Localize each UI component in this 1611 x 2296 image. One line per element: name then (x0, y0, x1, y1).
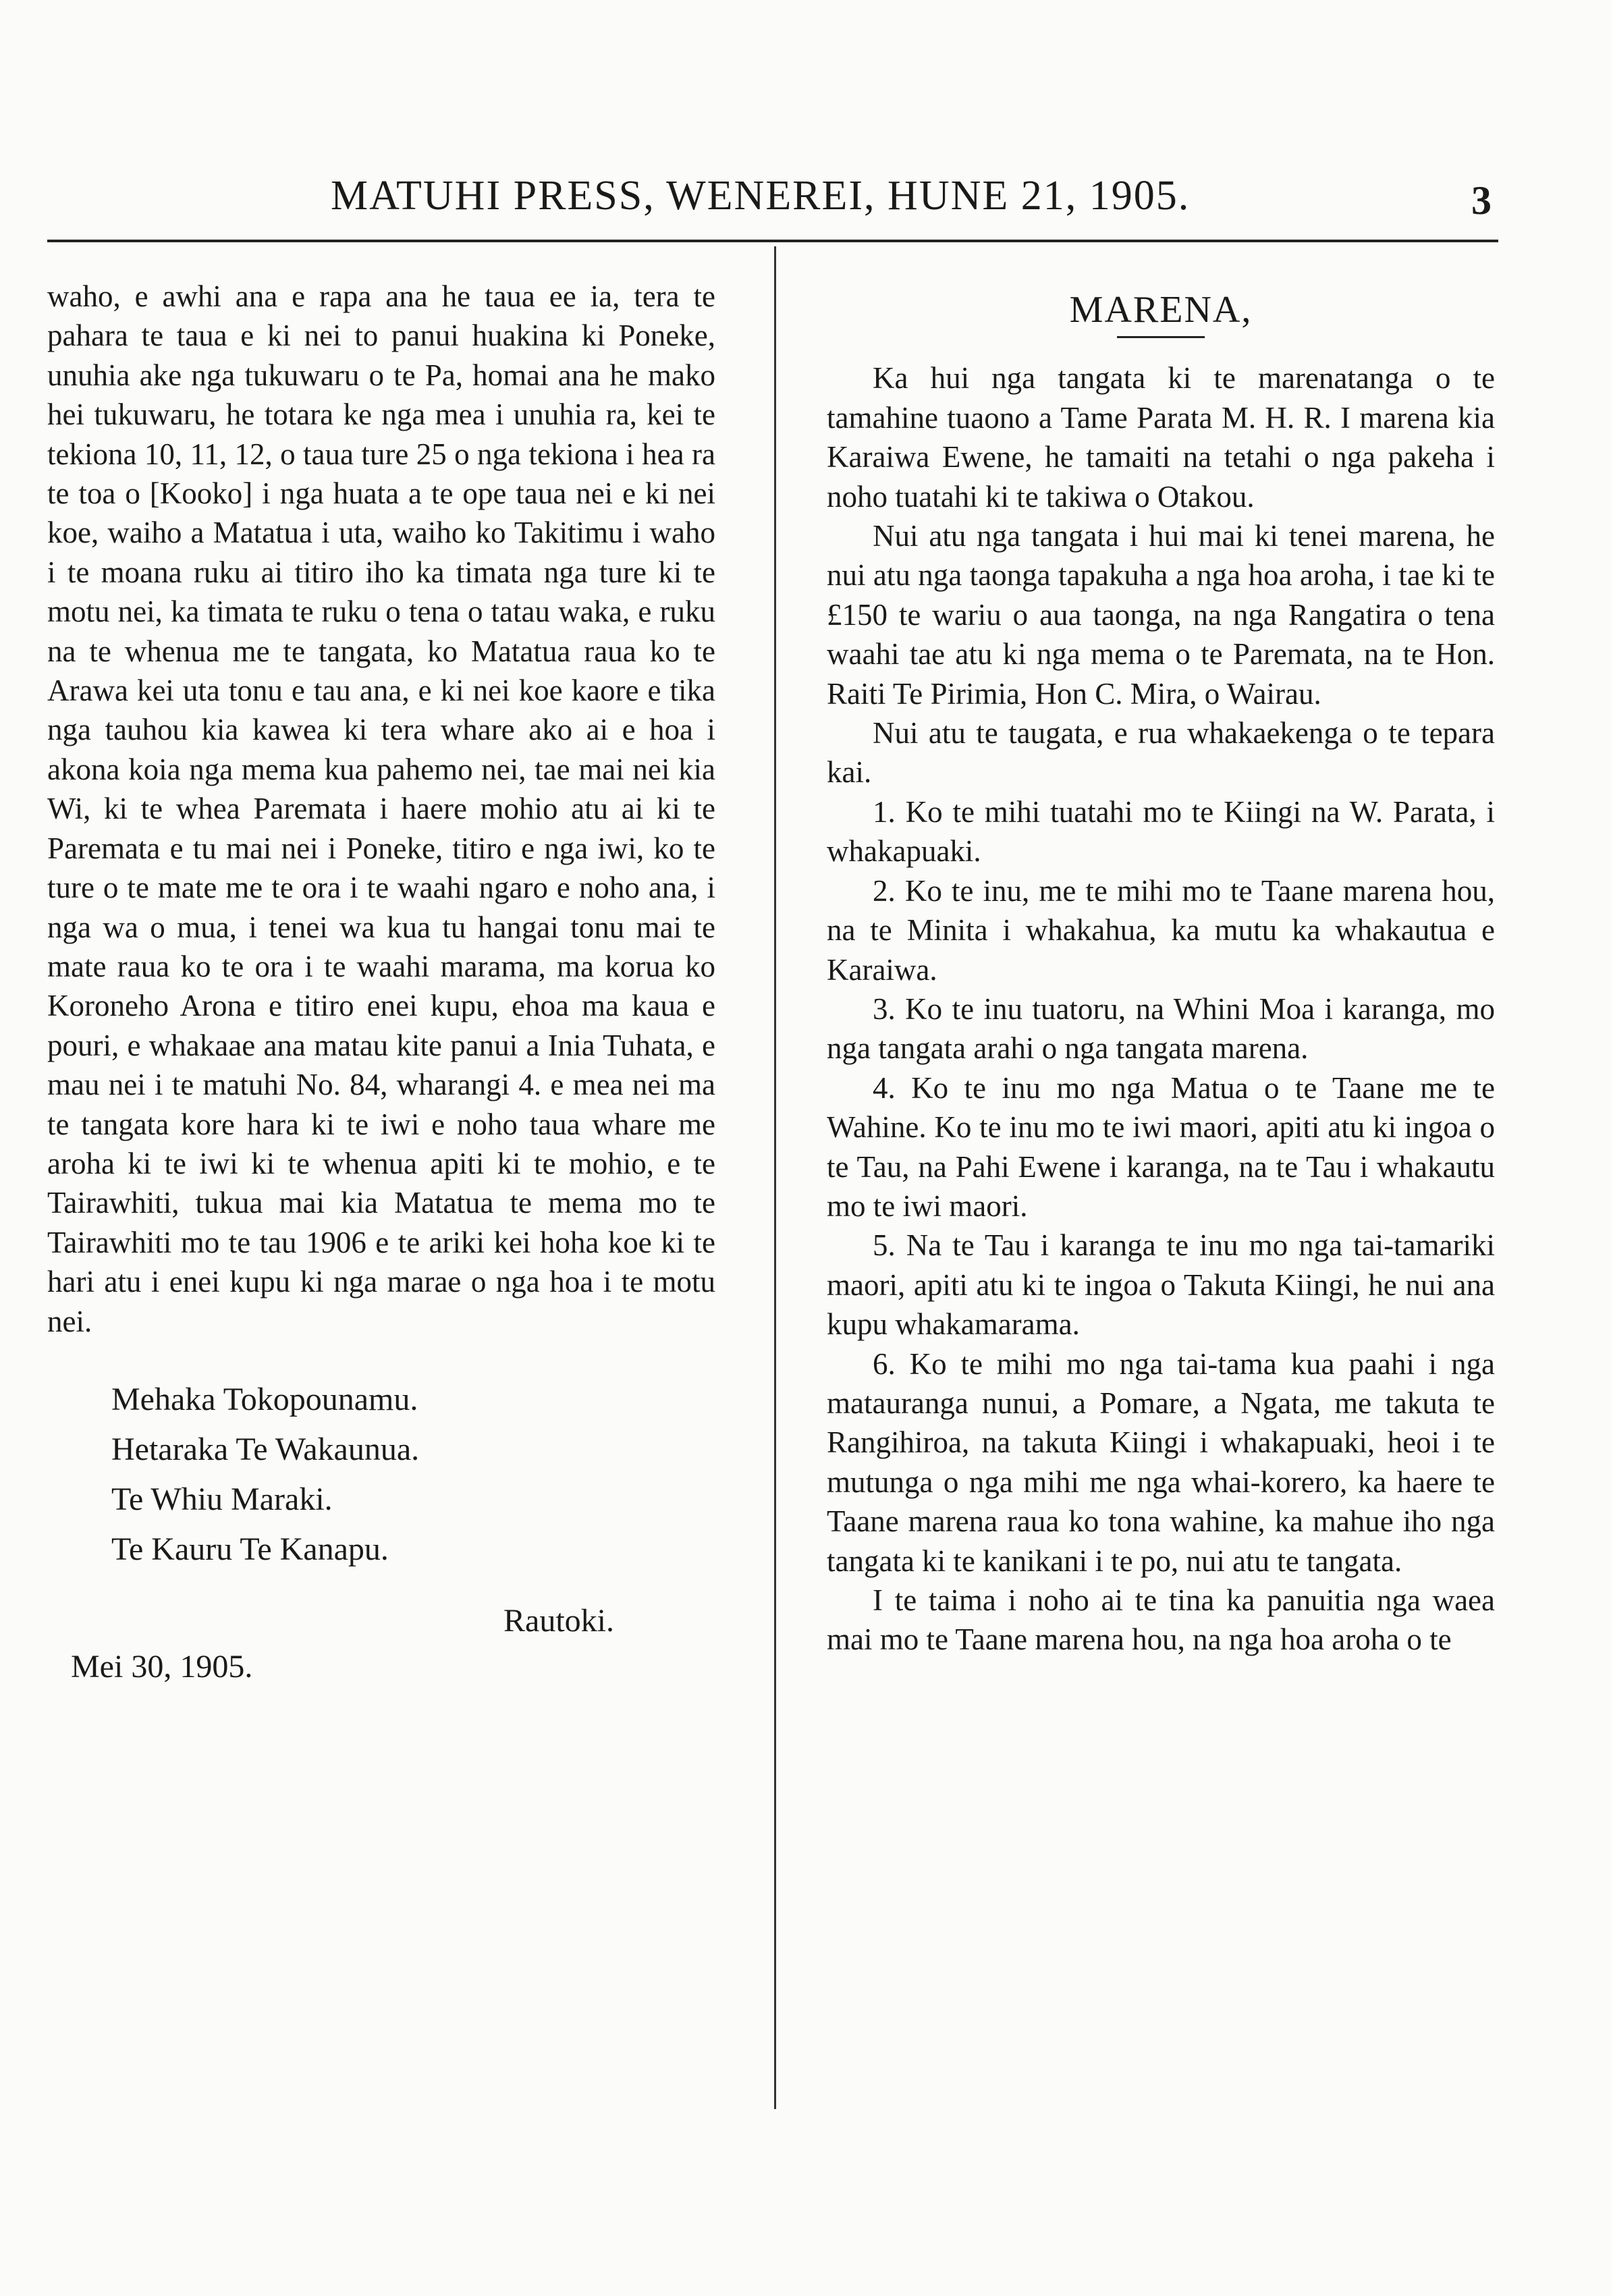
page-number: 3 (1471, 178, 1492, 223)
signature-line: Te Whiu Maraki. (111, 1481, 333, 1517)
column-divider (774, 246, 776, 2109)
article-paragraph: Ka hui nga tangata ki te marenatanga o te tamahine tuaono a Tame Parata M. H. R. I marena kia Karaiwa Ewene, he tamaiti na tetahi o nga pakeha i noho tuatahi ki te takiwa o Otakou. (827, 361, 1495, 514)
header-rule (47, 240, 1498, 242)
toast-item: 2. Ko te inu, me te mihi mo te Taane marena hou, na te Minita i whakahua, ka mutu ka whakautua e Karaiwa. (827, 873, 1495, 987)
toast-item: 1. Ko te mihi tuatahi mo te Kiingi na W. Parata, i whakapuaki. (827, 794, 1495, 869)
toast-item: 6. Ko te mihi mo nga tai-tama kua paahi i nga matauranga nunui, a Pomare, a Ngata, me takuta te Rangihiroa, na takuta Kiingi i whakapuaki, heoi i te mutunga o nga mihi me nga whai-korero, ka haere te Taane marena raua ko tona wahine, ka mahue iho nga tangata ki te kanikani i te po, nui atu te tangata. (827, 1346, 1495, 1578)
article-paragraph: Nui atu nga tangata i hui mai ki tenei marena, he nui atu nga taonga tapakuha a nga hoa aroha, i tae ki te £150 te wariu o aua taonga, na nga Rangatira o tena waahi tae atu ki nga mema o te Paremata, na te Hon. Raiti Te Pirimia, Hon C. Mira, o Wairau. (827, 519, 1495, 711)
letter-place: Rautoki. (503, 1602, 614, 1639)
signature-line: Te Kauru Te Kanapu. (111, 1531, 389, 1567)
left-column (47, 277, 715, 1687)
article-closing: I te taima i noho ai te tina ka panuitia nga waea mai mo te Taane marena hou, na nga hoa aroha o te (827, 1583, 1495, 1657)
signatures (111, 1375, 715, 1575)
article-paragraph: Nui atu te taugata, e rua whakaekenga o te tepara kai. (827, 716, 1495, 790)
page-header (47, 172, 1492, 226)
letter-body: waho, e awhi ana e rapa ana he taua ee ia, tera te pahara te taua e ki nei to panui huakina ki Poneke, unuhia ake nga tukuwaru o te Pa, homai ana he mako hei tukuwaru, he totara ke nga mea i unuhia ra, kei te tekiona 10, 11, 12, o taua ture 25 o nga tekiona i hea ra te toa o [Kooko] i nga huata a te ope taua nei e ki nei koe, waiho a Matatua i uta, waiho ko Takitimu i waho i te moana ruku ai titiro iho ka timata nga ture ki te motu nei, ka timata te ruku o tena o tatau waka, e ruku na te whenua me te tangata, ko Matatua raua ko te Arawa kei uta tonu e tau ana, e ki nei koe kaore e tika nga tauhou kia kawea ki tera whare ako ai e hoa i akona koia nga mema kua pahemo nei, tae mai nei kia Wi, ki te whea Paremata i haere mohio atu ai ki te Paremata e tu mai nei i Poneke, titiro e nga iwi, ko te ture o te mate me te ora i te waahi ngaro e noho ana, i nga wa o mua, i tenei wa kua tu hangai tonu mai te mate raua ko te ora i te waahi marama, ma korua ko Koroneho Arona e titiro enei kupu, ehoa ma kaua e pouri, e whakaae ana matau kite panui a Inia Tuhata, e mau nei i te matuhi No. 84, wharangi 4. e mea nei ma te tangata kore hara ki te iwi e noho taua whare me aroha ki te iwi ki te whenua apiti ki te mohio, e te Tairawhiti, tukua mai kia Matatua te mema mo te Tairawhiti mo te tau 1906 e te ariki kei hoha koe ki te hari atu i enei kupu ki nga marae o nga hoa i te motu nei. (47, 279, 715, 1338)
right-column (827, 277, 1495, 1660)
signature-line: Hetaraka Te Wakaunua. (111, 1431, 420, 1467)
toast-item: 3. Ko te inu tuatoru, na Whini Moa i karanga, mo nga tangata arahi o nga tangata marena. (827, 991, 1495, 1066)
toast-item: 4. Ko te inu mo nga Matua o te Taane me te Wahine. Ko te inu mo te iwi maori, apiti atu ki ingoa o te Tau, na Pahi Ewene i karanga, na te Tau i whakautu mo te iwi maori. (827, 1070, 1495, 1223)
heading-rule (1117, 336, 1205, 338)
toast-item: 5. Na te Tau i karanga te inu mo nga tai-tamariki maori, apiti atu ki te ingoa o Takuta Kiingi, he nui ana kupu whakamarama. (827, 1228, 1495, 1342)
signature-line: Mehaka Tokopounamu. (111, 1381, 418, 1417)
masthead-title: MATUHI PRESS, WENEREI, HUNE 21, 1905. (331, 173, 1191, 219)
letter-date: Mei 30, 1905. (71, 1649, 253, 1685)
article-heading: MARENA, (1069, 289, 1253, 331)
